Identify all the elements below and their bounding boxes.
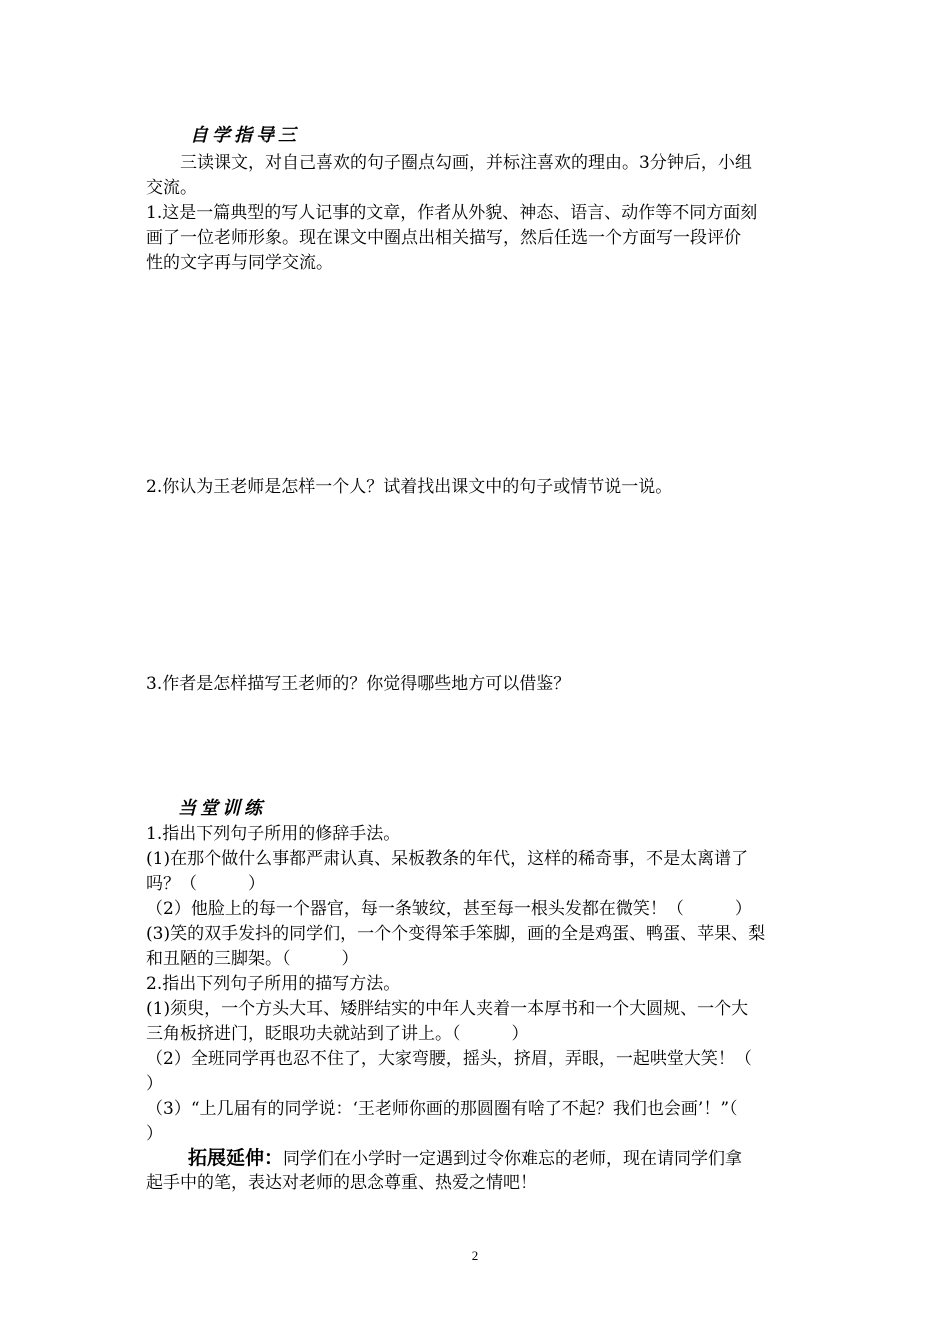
practice-2-item-3: ）: [146, 1124, 163, 1144]
practice-1-item-3: (3)笑的双手发抖的同学们，一个个变得笨手笨脚，画的全是鸡蛋、鸭蛋、苹果、梨: [146, 924, 766, 944]
question-1-text: 1.这是一篇典型的写人记事的文章，作者从外貌、神态、语言、动作等不同方面刻: [146, 203, 758, 223]
question-1-text: 画了一位老师形象。现在课文中圈点出相关描写，然后任选一个方面写一段评价: [146, 228, 741, 248]
intro-text-line: 三读课文，对自己喜欢的句子圈点勾画，并标注喜欢的理由。3分钟后，小组: [180, 153, 752, 173]
intro-text-line: 交流。: [146, 178, 197, 198]
practice-2-item-1: 三角板挤进门，眨眼功夫就站到了讲上。（ ）: [146, 1024, 529, 1044]
section-heading-self-study: 自学指导三: [190, 125, 300, 146]
extension-text-line-2: 起手中的笔，表达对老师的思念尊重、热爱之情吧！: [146, 1173, 537, 1193]
practice-1-item-3: 和丑陋的三脚架。（ ）: [146, 949, 359, 969]
question-1-text: 性的文字再与同学交流。: [146, 253, 333, 273]
practice-1-item-2: （2）他脸上的每一个器官，每一条皱纹，甚至每一根头发都在微笑！（ ）: [146, 899, 752, 919]
practice-2-item-2: （2）全班同学再也忍不住了，大家弯腰，摇头，挤眉，弄眼，一起哄堂大笑！（: [146, 1049, 752, 1069]
extension-paragraph: [188, 1146, 856, 1171]
question-2-text: 2.你认为王老师是怎样一个人？试着找出课文中的句子或情节说一说。: [146, 477, 673, 497]
practice-1-item-1: (1)在那个做什么事都严肃认真、呆板教条的年代，这样的稀奇事，不是太离谱了: [146, 849, 749, 869]
practice-2-item-2: ）: [146, 1074, 163, 1094]
extension-lead: 拓展延伸：: [188, 1147, 284, 1169]
question-3-text: 3.作者是怎样描写王老师的？你觉得哪些地方可以借鉴？: [146, 674, 571, 694]
practice-2-item-1: (1)须臾，一个方头大耳、矮胖结实的中年人夹着一本厚书和一个大圆规、一个大: [146, 999, 749, 1019]
practice-1-title: 1.指出下列句子所用的修辞手法。: [146, 824, 401, 844]
page-number: 2: [471, 1248, 479, 1263]
practice-2-title: 2.指出下列句子所用的描写方法。: [146, 974, 401, 994]
practice-2-item-3: （3）“上几届有的同学说：‘王老师你画的那圆圈有啥了不起？我们也会画’！”（: [146, 1099, 738, 1119]
section-heading-class-practice: 当堂训练: [178, 798, 266, 819]
practice-1-item-1: 吗？（ ）: [146, 874, 265, 894]
extension-text: 同学们在小学时一定遇到过令你难忘的老师，现在请同学们拿: [283, 1149, 743, 1169]
